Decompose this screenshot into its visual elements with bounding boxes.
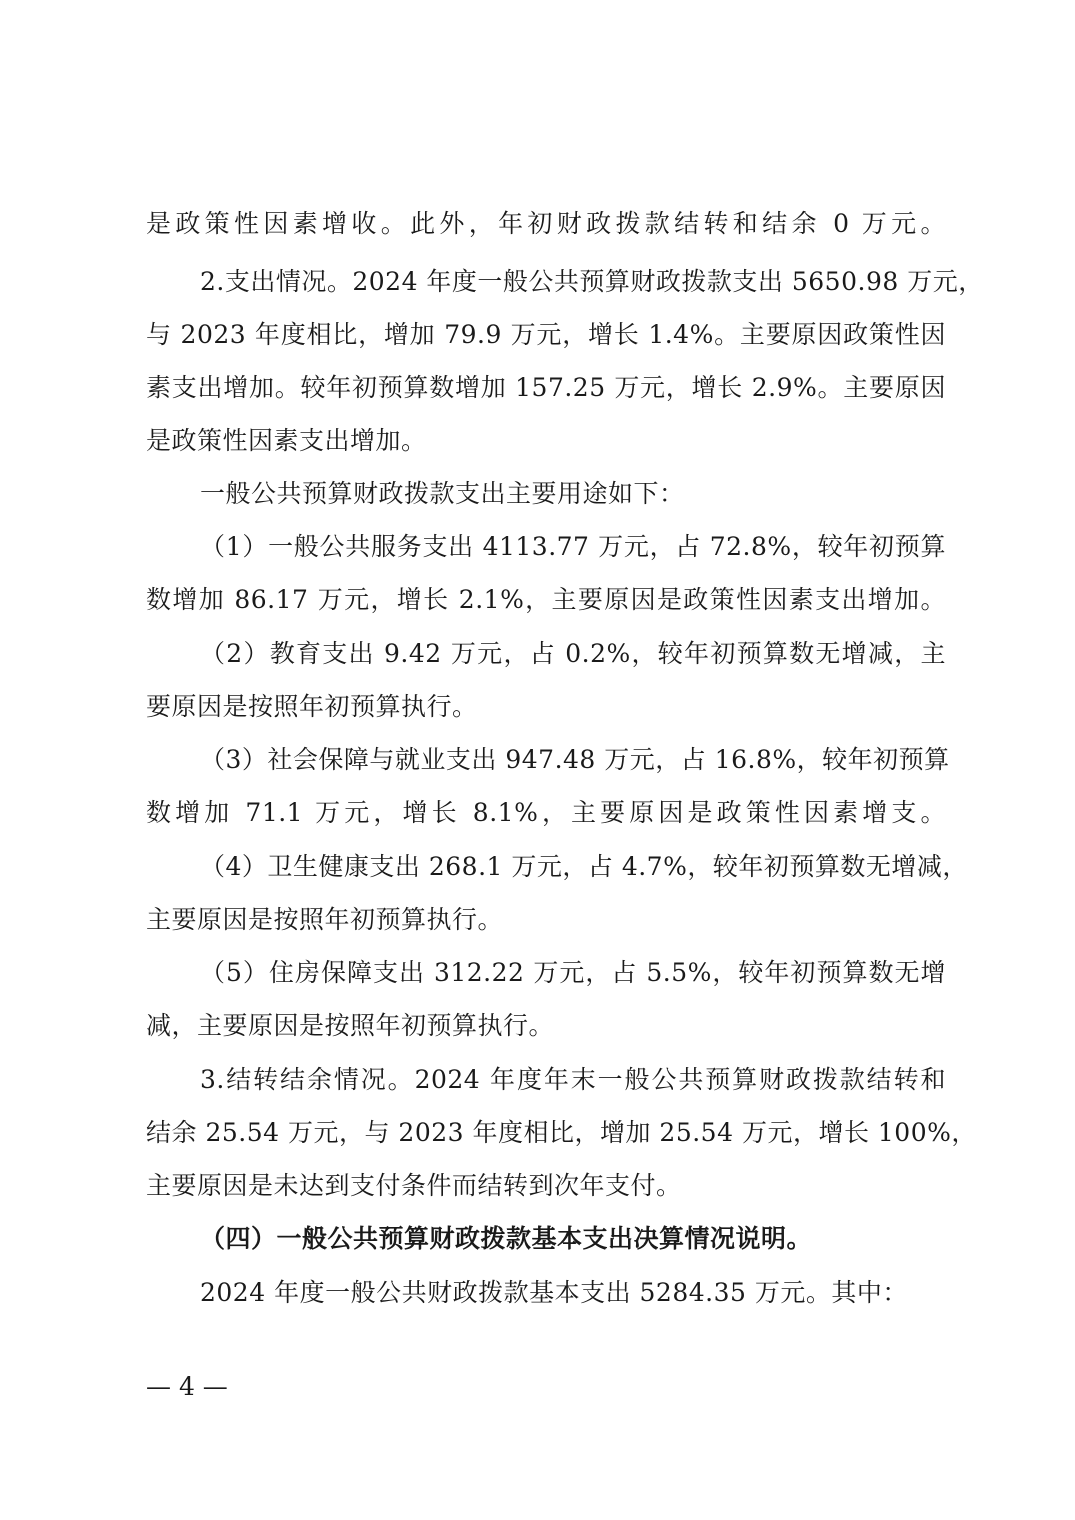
paragraph-line: （3）社会保障与就业支出 947.48 万元，占 16.8%，较年初预算 (200, 745, 950, 774)
paragraph-line: 结余 25.54 万元，与 2023 年度相比，增加 25.54 万元，增长 100%， (146, 1118, 977, 1147)
paragraph-line: （2）教育支出 9.42 万元，占 0.2%，较年初预算数无增减，主 (200, 639, 946, 668)
paragraph-line: （4）卫生健康支出 268.1 万元，占 4.7%，较年初预算数无增减， (200, 852, 968, 881)
paragraph-line: 要原因是按照年初预算执行。 (146, 692, 478, 721)
paragraph-line: 与 2023 年度相比，增加 79.9 万元，增长 1.4%。主要原因政策性因 (146, 320, 946, 349)
paragraph-line: 3.结转结余情况。2024 年度年末一般公共预算财政拨款结转和 (200, 1065, 946, 1094)
paragraph-line: 2.支出情况。2024 年度一般公共预算财政拨款支出 5650.98 万元， (200, 267, 984, 296)
paragraph-line: 2024 年度一般公共财政拨款基本支出 5284.35 万元。其中： (200, 1278, 908, 1307)
paragraph-line: 主要原因是按照年初预算执行。 (146, 905, 504, 934)
paragraph-line: 是政策性因素支出增加。 (146, 426, 427, 455)
paragraph-line: 减，主要原因是按照年初预算执行。 (146, 1011, 555, 1040)
paragraph-line: 一般公共预算财政拨款支出主要用途如下： (200, 479, 685, 508)
paragraph-line: 素支出增加。较年初预算数增加 157.25 万元，增长 2.9%。主要原因 (146, 373, 946, 402)
paragraph-line: （5）住房保障支出 312.22 万元，占 5.5%，较年初预算数无增 (200, 958, 946, 987)
section-heading: （四）一般公共预算财政拨款基本支出决算情况说明。 (200, 1224, 813, 1253)
paragraph-line: 数增加 71.1 万元，增长 8.1%，主要原因是政策性因素增支。 (146, 798, 946, 827)
paragraph-line: （1）一般公共服务支出 4113.77 万元，占 72.8%，较年初预算 (200, 532, 946, 561)
paragraph-line: 是政策性因素增收。此外，年初财政拨款结转和结余 0 万元。 (146, 209, 946, 238)
page-number: — 4 — (146, 1372, 228, 1401)
paragraph-line: 主要原因是未达到支付条件而结转到次年支付。 (146, 1171, 682, 1200)
paragraph-line: 数增加 86.17 万元，增长 2.1%，主要原因是政策性因素支出增加。 (146, 585, 946, 614)
